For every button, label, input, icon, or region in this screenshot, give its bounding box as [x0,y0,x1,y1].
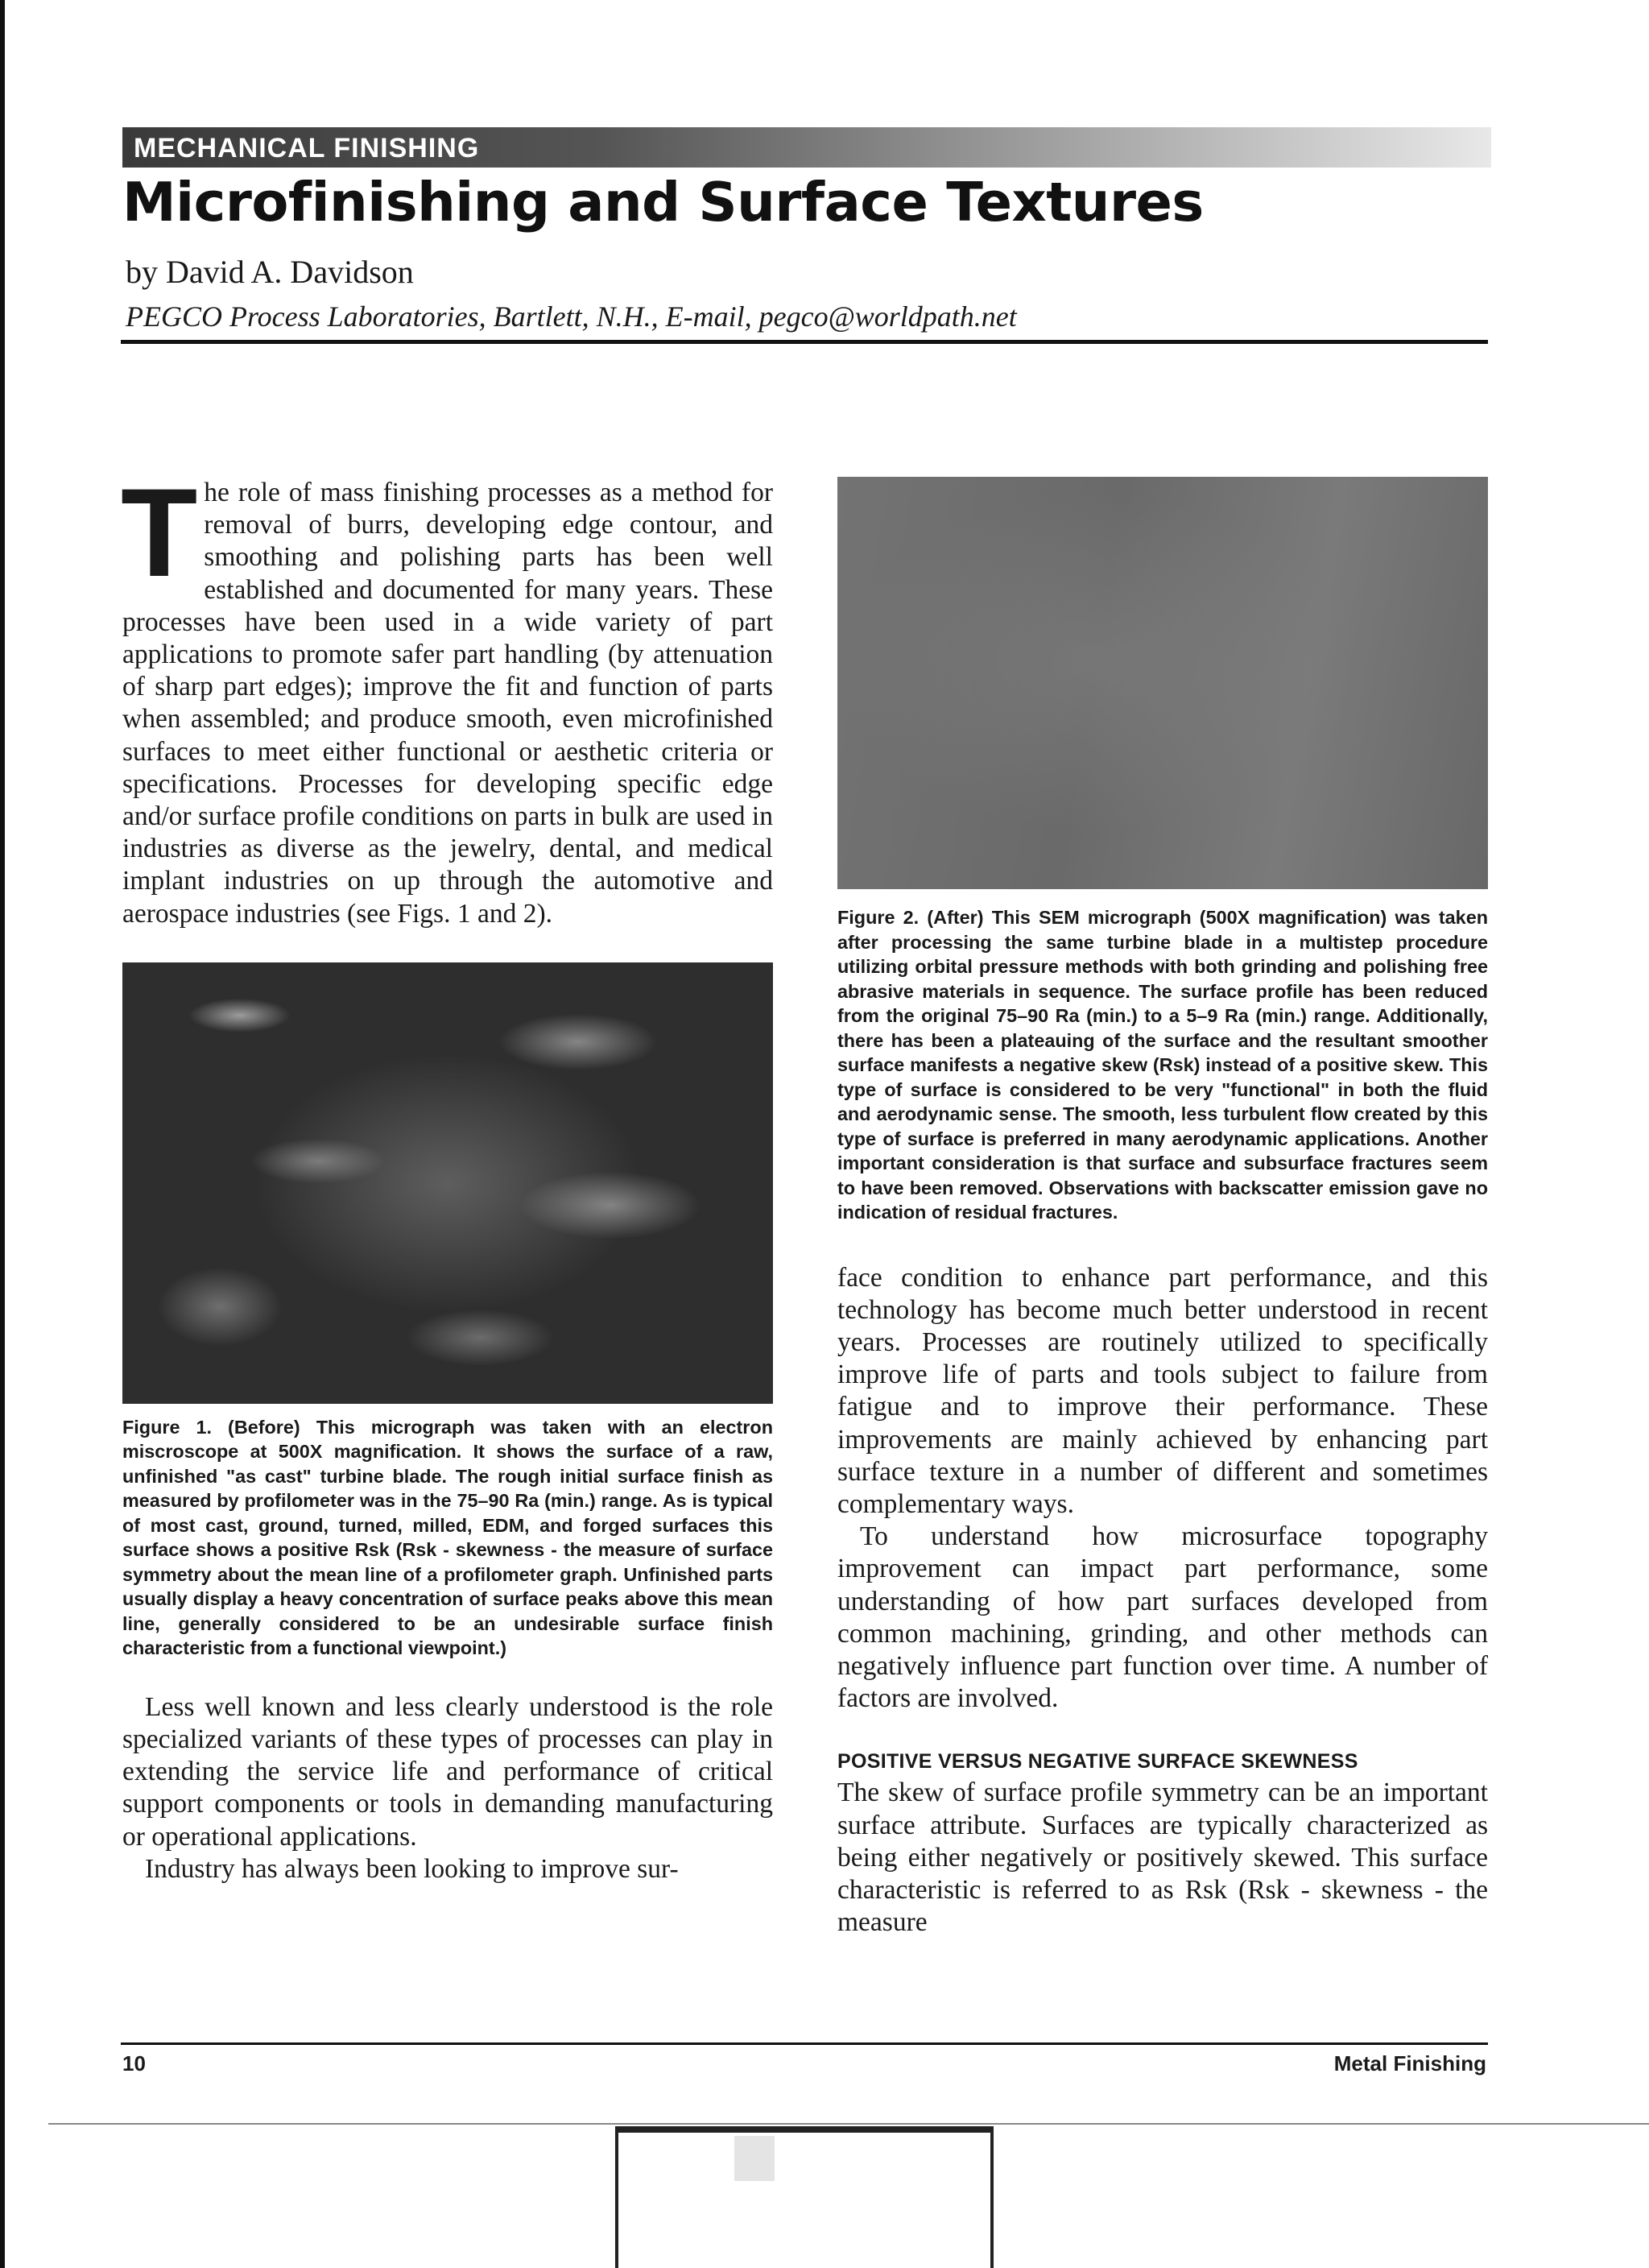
section-heading-skewness: POSITIVE VERSUS NEGATIVE SURFACE SKEWNESS [837,1750,1358,1773]
left-column [121,463,773,1885]
author-affiliation: PEGCO Process Laboratories, Bartlett, N.H., E-mail, pegco@worldpath.net [126,300,1017,333]
page-number: 10 [122,2051,146,2076]
scan-artifact-bar [615,2126,994,2133]
figure-2-micrograph-after [837,477,1488,889]
footer-rule [121,2042,1488,2045]
body-paragraph-3-start: Industry has always been looking to improve sur- [145,1853,679,1884]
author-byline: by David A. Davidson [126,254,414,290]
section-kicker: MECHANICAL FINISHING [134,133,480,163]
figure-1-caption: Figure 1. (Before) This micrograph was taken with an electron miscroscope at 500X magnification. It shows the surface of a raw, unfinished "as cast" turbine blade. The rough initial surface finish as measured by profilometer was in the 75–90 Ra (min.) range. As is typical of most cast, ground, turned, milled, EDM, and forged surfaces this surface shows a positive Rsk (Rsk - skewness - the measure of surface symmetry about the mean line of a profilometer graph. Unfinished parts usually display a heavy concentration of surface peaks above this mean line, generally considered to be an undesirable surface finish characteristic from a functional viewpoint.) [122,1416,773,1659]
body-paragraph-3-continued: face condition to enhance part performance, and this technology has become much better understood in recent years. Processes are routinely utilized to specifically improve life of parts and tools subject to failure from fatigue and to improve their performance. These improvements are mainly achieved by enhancing part surface texture in a number of different and sometimes complementary ways. [837,1262,1488,1519]
scan-artifact-line [48,2123,1649,2125]
right-column [837,477,1488,1939]
scan-left-edge [0,0,5,2268]
intro-text: he role of mass finishing processes as a method for removal of burrs, developing edge contour, and smoothing and polishing parts has been well established and documented for many years. These processes have been used in a wide variety of part applications to promote safer part handling (by attenuation of sharp part edges); improve the fit and function of parts when assembled; and produce smooth, even microfinished surfaces to meet either functional or aesthetic criteria or specifications. Processes for developing specific edge and/or surface profile conditions on parts in bulk are used in industries as diverse as the jewelry, dental, and medical implant industries on up through the automotive and aerospace industries (see Figs. 1 and 2). [122,478,773,929]
figure-1-micrograph-before [122,962,773,1404]
section-kicker-banner [122,127,1491,168]
body-paragraph-4: To understand how microsurface topography improvement can impact part performance, some understanding of how part surfaces developed from common machining, grinding, and other methods can negatively influence part function over time. A number of factors are involved. [837,1521,1488,1714]
figure-2-caption: Figure 2. (After) This SEM micrograph (500X magnification) was taken after processing the same turbine blade in a multistep procedure utilizing orbital pressure methods with both grinding and polishing free abrasive materials in sequence. The surface profile has been reduced from the original 75–90 Ra (min.) to a 5–9 Ra (min.) range. Additionally, there has been a plateauing of the surface and the resultant smoother surface manifests a negative skew (Rsk) instead of a positive skew. This type of surface is considered to be very "functional" in both the fluid and aerodynamic sense. The smooth, less turbulent flow created by this type of surface is preferred in many aerodynamic applications. Another important consideration is that surface and subsurface fractures seem to have been removed. Observations with backscatter emission gave no indication of residual fractures. [837,907,1488,1223]
journal-name: Metal Finishing [1333,2051,1486,2076]
drop-cap: T [121,463,198,603]
scan-artifact-left [615,2126,618,2268]
body-paragraph-5: The skew of surface profile symmetry can be an important surface attribute. Surfaces are typically characterized as being either negatively or positively skewed. This surface characteristic is referred to as Rsk (Rsk - skewness - the measure [837,1778,1488,1938]
article-title: Microfinishing and Surface Textures [122,171,1204,234]
scan-artifact-right [990,2126,994,2268]
header-rule [121,340,1488,344]
scan-artifact-mark [734,2136,775,2181]
intro-paragraph [121,463,773,930]
body-paragraph-2: Less well known and less clearly understood is the role specialized variants of these types of processes can play in extending the service life and performance of critical support components or tools in demanding manufacturing or operational applications. [122,1691,773,1852]
